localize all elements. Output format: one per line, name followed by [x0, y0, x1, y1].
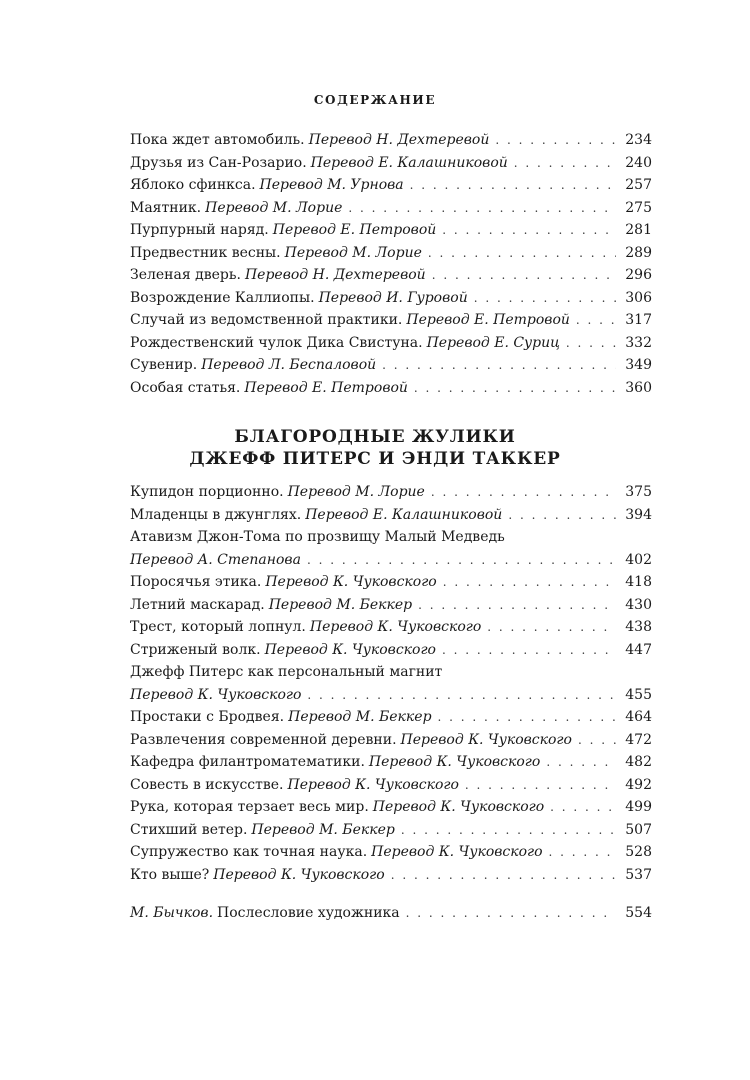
entry-page: 528 [625, 844, 652, 860]
entry-title: Рука, которая терзает весь мир. [130, 799, 369, 815]
entry-translator: Перевод М. Беккер [288, 709, 432, 725]
entry-translator: Перевод Е. Калашниковой [310, 154, 508, 171]
entry-page: 275 [625, 199, 652, 216]
entry-translator: Перевод Н. Дехтеревой [308, 132, 490, 148]
entry-translator: Перевод М. Лорие [205, 199, 343, 216]
leader-dots [487, 616, 616, 639]
entry-translator: Перевод Е. Калашниковой [305, 506, 503, 523]
entry-page: 240 [625, 154, 652, 171]
entry-page: 472 [625, 731, 652, 748]
toc-entry [130, 841, 652, 864]
leader-dots [401, 819, 616, 842]
entry-title: Возрождение Каллиопы. [130, 289, 315, 306]
entry-title: Простаки с Бродвея. [130, 709, 285, 725]
entry-translator: Перевод М. Лорие [287, 484, 425, 500]
toc-entry [130, 684, 652, 707]
toc-entry [130, 549, 652, 572]
entry-translator: Перевод А. Степанова [130, 551, 301, 568]
entry-page: 554 [625, 905, 652, 921]
entry-page: 234 [625, 132, 652, 148]
toc-entry [130, 152, 652, 175]
heading-line-2: ДЖЕФФ ПИТЕРС И ЭНДИ ТАККЕР [189, 449, 561, 469]
entry-translator: Перевод К. Чуковского [213, 866, 385, 883]
entry-page: 317 [625, 312, 652, 328]
entry-title: Пока ждет автомобиль. [130, 132, 305, 148]
entry-page: 394 [625, 506, 652, 523]
leader-dots [576, 309, 616, 332]
entry-title: Кафедра филантроматематики. [130, 754, 365, 770]
toc-entry [130, 354, 652, 377]
entry-title: Младенцы в джунглях. [130, 506, 302, 523]
leader-dots [495, 129, 616, 152]
leader-dots [418, 594, 616, 617]
toc-entry [130, 571, 652, 594]
toc-entry [130, 287, 652, 310]
toc-section-2 [130, 481, 652, 886]
entry-page: 492 [625, 776, 652, 793]
toc-entry [130, 242, 652, 265]
leader-dots [406, 902, 616, 925]
toc-entry [130, 774, 652, 797]
entry-title: Купидон порционно. [130, 484, 284, 500]
leader-dots [438, 706, 616, 729]
entry-page: 375 [625, 484, 652, 500]
toc-entry [130, 504, 652, 527]
entry-translator: Перевод И. Гуровой [318, 289, 468, 306]
leader-dots [428, 242, 616, 265]
entry-translator: Перевод К. Чуковского [130, 686, 302, 703]
entry-title: Поросячья этика. [130, 574, 262, 590]
entry-translator: Перевод Е. Петровой [272, 222, 437, 238]
entry-page: 537 [625, 866, 652, 883]
entry-translator: Перевод Н. Дехтеревой [244, 267, 426, 283]
entry-translator: Перевод К. Чуковского [368, 754, 541, 770]
entry-page: 289 [625, 244, 652, 261]
toc-entry [130, 264, 652, 287]
leader-dots [566, 332, 616, 355]
entry-title: Случай из ведомственной практики. [130, 312, 403, 328]
entry-author: М. Бычков. [130, 905, 214, 921]
toc-entry [130, 309, 652, 332]
leader-dots [442, 219, 616, 242]
entry-title-line: Атавизм Джон-Тома по прозвищу Малый Медведь [130, 529, 505, 545]
leader-dots [549, 841, 616, 864]
entry-title: Предвестник весны. [130, 244, 281, 261]
entry-translator: Перевод К. Чуковского [264, 641, 436, 658]
entry-translator: Перевод К. Чуковского [309, 619, 482, 635]
entry-page: 482 [625, 754, 652, 770]
entry-title: Особая статья. [130, 379, 241, 396]
entry-page: 257 [625, 177, 652, 193]
toc-entry [130, 481, 652, 504]
section-heading [0, 426, 750, 470]
entry-page: 438 [625, 619, 652, 635]
toc-entry [130, 751, 652, 774]
entry-page: 281 [625, 222, 652, 238]
toc-entry [130, 864, 652, 887]
leader-dots [307, 549, 616, 572]
toc-entry [130, 377, 652, 400]
entry-page: 402 [625, 551, 652, 568]
entry-page: 296 [625, 267, 652, 283]
entry-title: Супружество как точная наука. [130, 844, 368, 860]
toc-entry [130, 639, 652, 662]
leader-dots [508, 504, 616, 527]
entry-translator: Перевод К. Чуковского [400, 731, 572, 748]
entry-translator: Перевод К. Чуковского [372, 799, 545, 815]
entry-page: 455 [625, 686, 652, 703]
toc-entry [130, 616, 652, 639]
toc-section-1 [130, 129, 652, 399]
entry-title: Рождественский чулок Дика Свистуна. [130, 334, 423, 351]
entry-title: Летний маскарад. [130, 596, 265, 613]
entry-translator: Перевод К. Чуковского [287, 776, 459, 793]
entry-translator: Перевод Е. Петровой [406, 312, 570, 328]
entry-title: Послесловие художника [217, 905, 400, 921]
leader-dots [443, 571, 616, 594]
leader-dots [474, 287, 616, 310]
entry-translator: Перевод Л. Беспаловой [201, 357, 377, 373]
toc-entry [130, 706, 652, 729]
entry-page: 507 [625, 821, 652, 838]
toc-entry [130, 819, 652, 842]
toc-entry [130, 129, 652, 152]
toc-entry [130, 332, 652, 355]
entry-page: 499 [625, 799, 652, 815]
leader-dots [465, 774, 616, 797]
entry-title: Стриженый волк. [130, 641, 261, 658]
entry-title: Совесть в искусстве. [130, 776, 284, 793]
entry-translator: Перевод Е. Суриц [426, 334, 560, 351]
leader-dots [550, 796, 616, 819]
entry-title: Трест, который лопнул. [130, 619, 306, 635]
toc-entry [130, 729, 652, 752]
leader-dots [382, 354, 616, 377]
entry-title: Друзья из Сан-Розарио. [130, 154, 307, 171]
entry-title: Яблоко сфинкса. [130, 177, 256, 193]
entry-title: Пурпурный наряд. [130, 222, 269, 238]
leader-dots [514, 152, 616, 175]
entry-page: 332 [625, 334, 652, 351]
entry-translator: Перевод К. Чуковского [265, 574, 437, 590]
entry-title: Кто выше? [130, 866, 210, 883]
toc-afterword [130, 902, 652, 925]
toc-entry [130, 902, 652, 925]
entry-page: 360 [625, 379, 652, 396]
leader-dots [348, 197, 616, 220]
entry-translator: Перевод К. Чуковского [371, 844, 543, 860]
entry-page: 464 [625, 709, 652, 725]
entry-title: Развлечения современной деревни. [130, 731, 397, 748]
toc-entry [130, 174, 652, 197]
entry-page: 447 [625, 641, 652, 658]
entry-page: 349 [625, 357, 652, 373]
leader-dots [410, 174, 616, 197]
heading-line-1: БЛАГОРОДНЫЕ ЖУЛИКИ [234, 427, 516, 447]
leader-dots [414, 377, 616, 400]
entry-page: 306 [625, 289, 652, 306]
leader-dots [307, 684, 616, 707]
leader-dots [442, 639, 616, 662]
entry-page: 418 [625, 574, 652, 590]
leader-dots [546, 751, 616, 774]
running-head: СОДЕРЖАНИЕ [313, 93, 437, 107]
toc-entry [130, 197, 652, 220]
entry-title: Маятник. [130, 199, 202, 216]
leader-dots [432, 264, 616, 287]
toc-entry [130, 594, 652, 617]
entry-translator: Перевод М. Беккер [268, 596, 413, 613]
leader-dots [578, 729, 616, 752]
entry-page: 430 [625, 596, 652, 613]
entry-title: Стихший ветер. [130, 821, 248, 838]
entry-translator: Перевод М. Лорие [284, 244, 422, 261]
entry-translator: Перевод Е. Петровой [244, 379, 408, 396]
entry-translator: Перевод М. Беккер [251, 821, 395, 838]
entry-title: Зеленая дверь. [130, 267, 241, 283]
toc-entry [130, 796, 652, 819]
entry-translator: Перевод М. Урнова [259, 177, 404, 193]
entry-title-line: Джефф Питерс как персональный магнит [130, 664, 443, 680]
entry-title: Сувенир. [130, 357, 198, 373]
toc-entry [130, 219, 652, 242]
leader-dots [391, 864, 616, 887]
leader-dots [431, 481, 616, 504]
